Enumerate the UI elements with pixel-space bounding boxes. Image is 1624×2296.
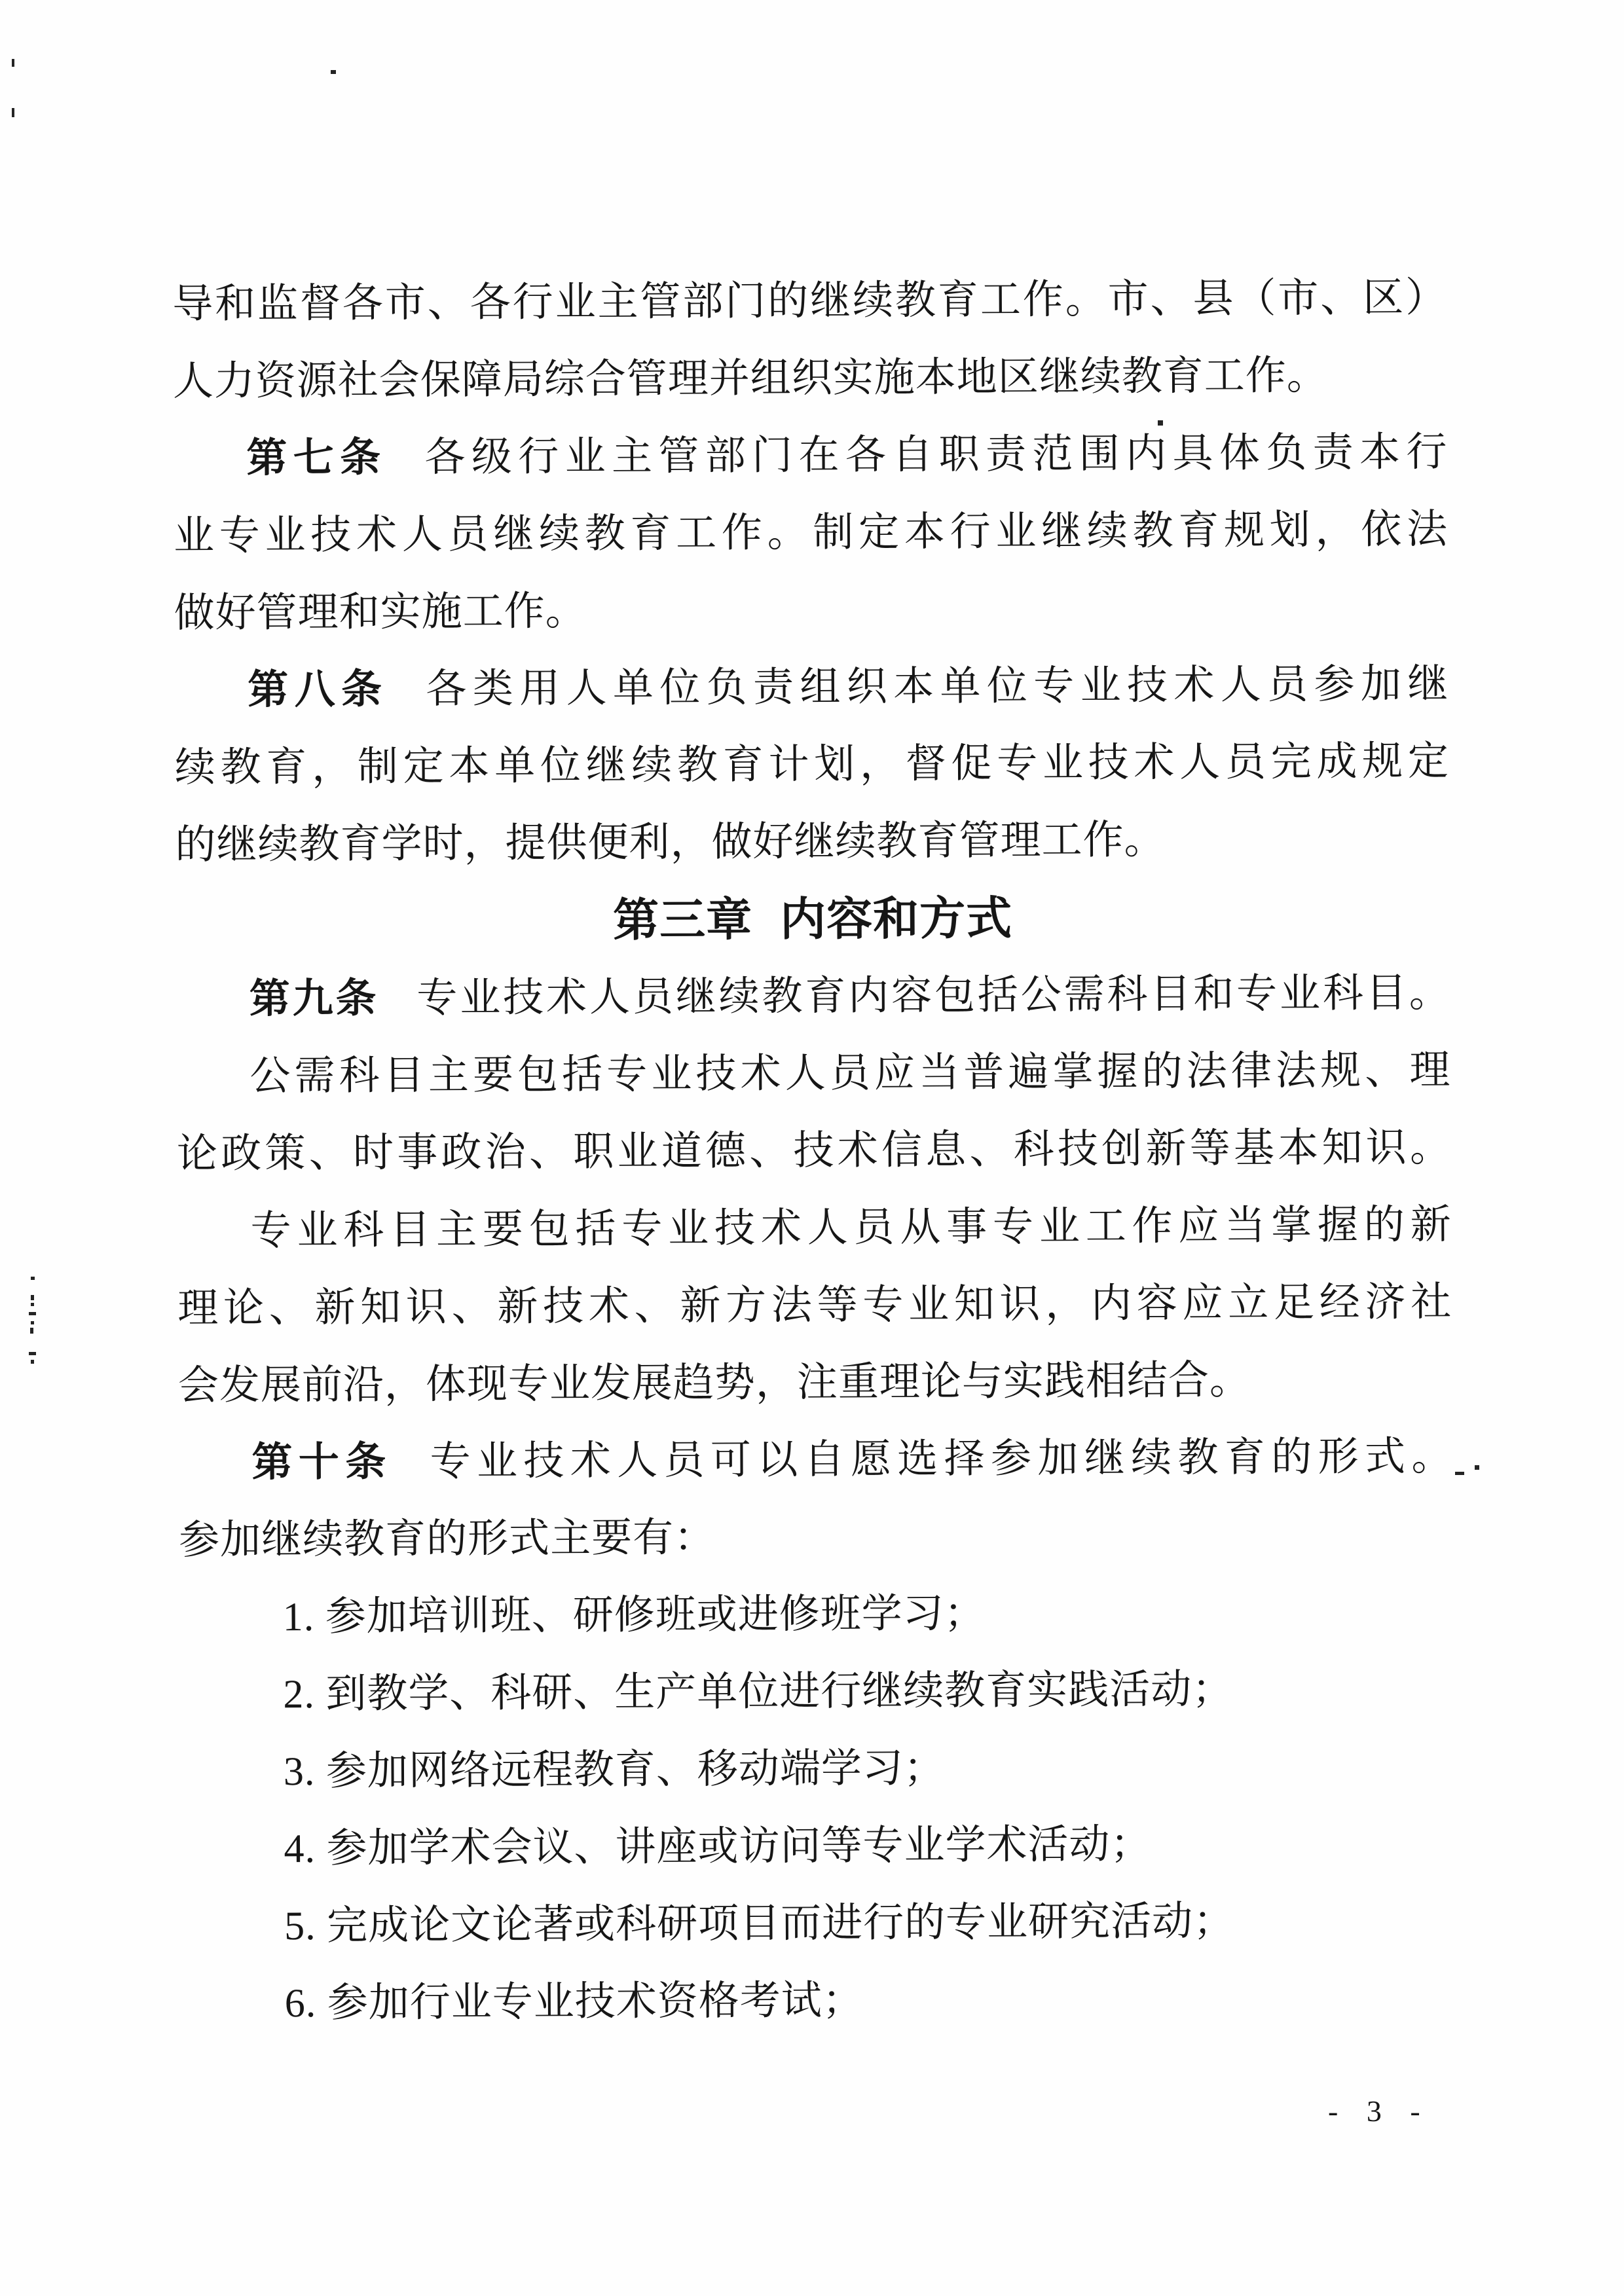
scan-speck [31, 1295, 34, 1300]
scan-speck [12, 59, 14, 67]
scan-speck [29, 1352, 36, 1355]
scan-speck [1455, 1472, 1464, 1475]
article-number-10: 第十条 [251, 1439, 392, 1485]
line-text: 会发展前沿，体现专业发展趋势，注重理论与实践相结合。 [177, 1358, 1251, 1409]
scan-speck [31, 1303, 34, 1306]
list-item [180, 1804, 1455, 1888]
text-line [176, 1032, 1451, 1116]
line-text: 业专业技术人员继续教育工作。制定本行业继续教育规划，依法 [173, 507, 1449, 559]
line-text: 2. 到教学、科研、生产单位进行继续教育实践活动； [283, 1667, 1234, 1717]
list-item [181, 1959, 1456, 2043]
line-text: 参加继续教育的形式主要有： [178, 1515, 716, 1563]
line-text: 论政策、时事政治、职业道德、技术信息、科技创新等基本知识。 [176, 1125, 1452, 1177]
text-line [175, 723, 1450, 807]
line-text: 3. 参加网络远程教育、移动端学习； [283, 1745, 946, 1795]
scan-speck [31, 1321, 34, 1324]
scan-speck [1475, 1465, 1479, 1470]
line-text: 5. 完成论文论著或科研项目而进行的专业研究活动； [284, 1899, 1235, 1949]
text-line [172, 259, 1447, 343]
text-line [178, 1341, 1453, 1425]
text-line [175, 955, 1450, 1038]
scan-speck [30, 1328, 33, 1334]
scan-speck [12, 108, 14, 117]
list-item [179, 1573, 1454, 1656]
line-text: 续教育，制定本单位继续教育计划，督促专业技术人员完成规定 [174, 738, 1450, 791]
document-body [172, 259, 1456, 2043]
text-line [174, 646, 1449, 729]
list-item [180, 1727, 1455, 1811]
scan-speck [31, 1277, 35, 1280]
line-text: 专业技术人员可以自愿选择参加继续教育的形式。 [430, 1434, 1453, 1485]
text-line [177, 1264, 1452, 1347]
chapter-number: 第三章 [612, 894, 753, 946]
article-number-9: 第九条 [249, 975, 379, 1022]
line-text: 理论、新知识、新技术、新方法等专业知识，内容应立足经济社 [177, 1279, 1452, 1332]
line-text: 做好管理和实施工作。 [174, 589, 587, 636]
article-number-8: 第八条 [248, 666, 388, 713]
chapter-title: 内容和方式 [779, 892, 1013, 945]
line-text: 专业科目主要包括专业技术人员从事专业工作应当掌握的新 [250, 1202, 1452, 1254]
line-text: 导和监督各市、各行业主管部门的继续教育工作。市、县（市、区） [172, 275, 1447, 327]
scan-speck [331, 70, 336, 74]
text-line [177, 1109, 1452, 1193]
article-number-7: 第七条 [246, 435, 387, 481]
line-text: 公需科目主要包括专业技术人员应当普遍掌握的法律法规、理 [249, 1048, 1451, 1099]
line-text: 各级行业主管部门在各自职责范围内具体负责本行 [424, 429, 1448, 481]
scan-speck [29, 1312, 36, 1315]
line-text: 1. 参加培训班、研修班或进修班学习； [282, 1591, 986, 1640]
list-item [179, 1650, 1454, 1734]
text-line [174, 568, 1449, 652]
chapter-heading [175, 877, 1450, 961]
line-text: 4. 参加学术会议、讲座或访问等专业学术活动； [284, 1822, 1152, 1872]
line-text: 6. 参加行业专业技术资格考试； [284, 1978, 864, 2026]
line-text: 人力资源社会保障局综合管理并组织实施本地区继续教育工作。 [172, 353, 1329, 405]
page-number: - 3 - [1328, 2094, 1426, 2128]
text-line [175, 800, 1450, 884]
text-line [177, 1186, 1452, 1270]
text-line [179, 1495, 1454, 1579]
text-line [174, 491, 1449, 575]
line-text: 各类用人单位负责组织本单位专业技术人员参加继 [426, 661, 1449, 712]
text-line [173, 337, 1448, 420]
line-text: 的继续教育学时，提供便利，做好继续教育管理工作。 [175, 818, 1166, 868]
scan-speck [1158, 420, 1163, 426]
text-line [178, 1418, 1453, 1502]
text-line [173, 414, 1448, 498]
scan-speck [31, 1360, 34, 1364]
list-item [181, 1882, 1456, 1965]
line-text: 专业技术人员继续教育内容包括公需科目和专业科目。 [416, 970, 1450, 1021]
